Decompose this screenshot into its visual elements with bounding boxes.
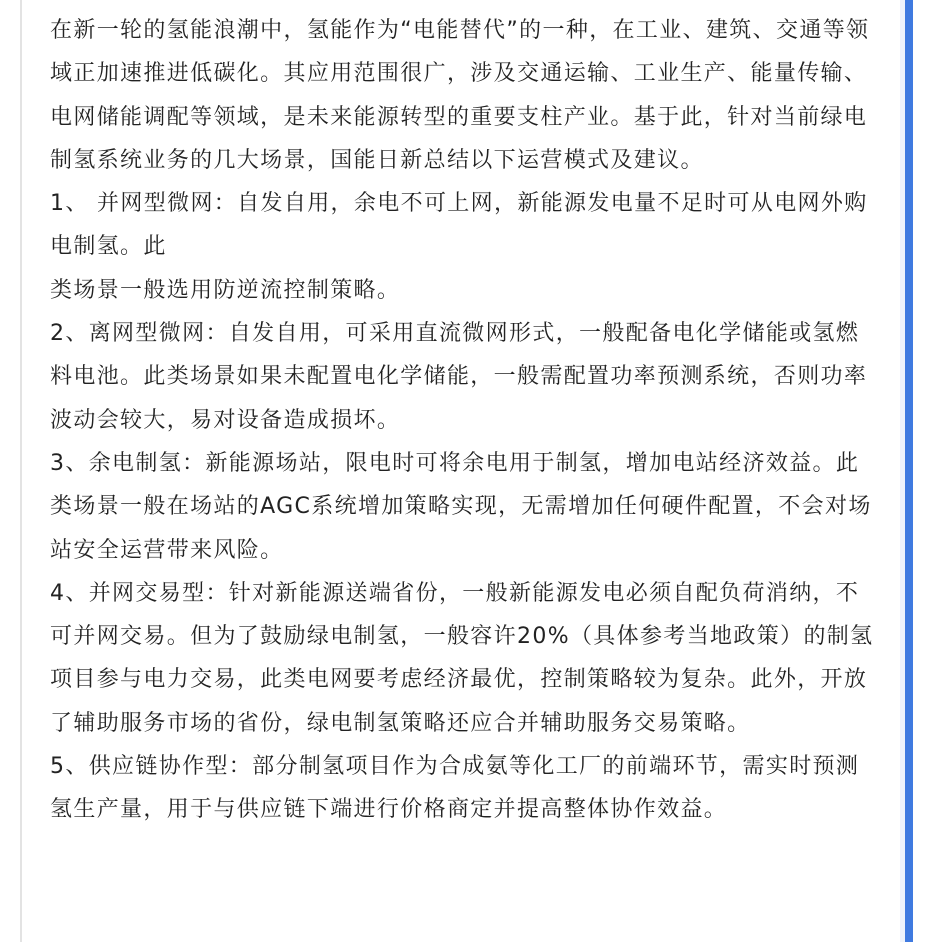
right-accent-border <box>905 0 913 942</box>
item-3-paragraph: 3、余电制氢：新能源场站，限电时可将余电用于制氢，增加电站经济效益。此类场景一般在场站的AGC系统增加策略实现，无需增加任何硬件配置，不会对场站安全运营带来风险。 <box>50 450 872 563</box>
left-border <box>20 0 22 942</box>
item-5-paragraph: 5、供应链协作型：部分制氢项目作为合成氨等化工厂的前端环节，需实时预测氢生产量，用于与供应链下端进行价格商定并提高整体协作效益。 <box>50 754 860 823</box>
intro-paragraph: 在新一轮的氢能浪潮中，氢能作为“电能替代”的一种，在工业、建筑、交通等领域正加速推进低碳化。其应用范围很广，涉及交通运输、工业生产、能量传输、电网储能调配等领域，是未来能源转型的重要支柱产业。基于此，针对当前绿电制氢系统业务的几大场景，国能日新总结以下运营模式及建议。 <box>50 18 870 173</box>
item-1-continuation: 类场景一般选用防逆流控制策略。 <box>50 277 401 303</box>
item-1-paragraph: 1、 并网型微网：自发自用，余电不可上网，新能源发电量不足时可从电网外购电制氢。此 <box>50 191 868 260</box>
item-4-paragraph: 4、并网交易型：针对新能源送端省份，一般新能源发电必须自配负荷消纳，不可并网交易。但为了鼓励绿电制氢，一般容许20%（具体参考当地政策）的制氢项目参与电力交易，此类电网要考虑经济最优，控制策略较为复杂。此外，开放了辅助服务市场的省份，绿电制氢策略还应合并辅助服务交易策略。 <box>50 580 874 736</box>
article-body <box>50 9 880 832</box>
item-2-paragraph: 2、离网型微网：自发自用，可采用直流微网形式，一般配备电化学储能或氢燃料电池。此类场景如果未配置电化学储能，一般需配置功率预测系统，否则功率波动会较大，易对设备造成损坏。 <box>50 321 868 433</box>
